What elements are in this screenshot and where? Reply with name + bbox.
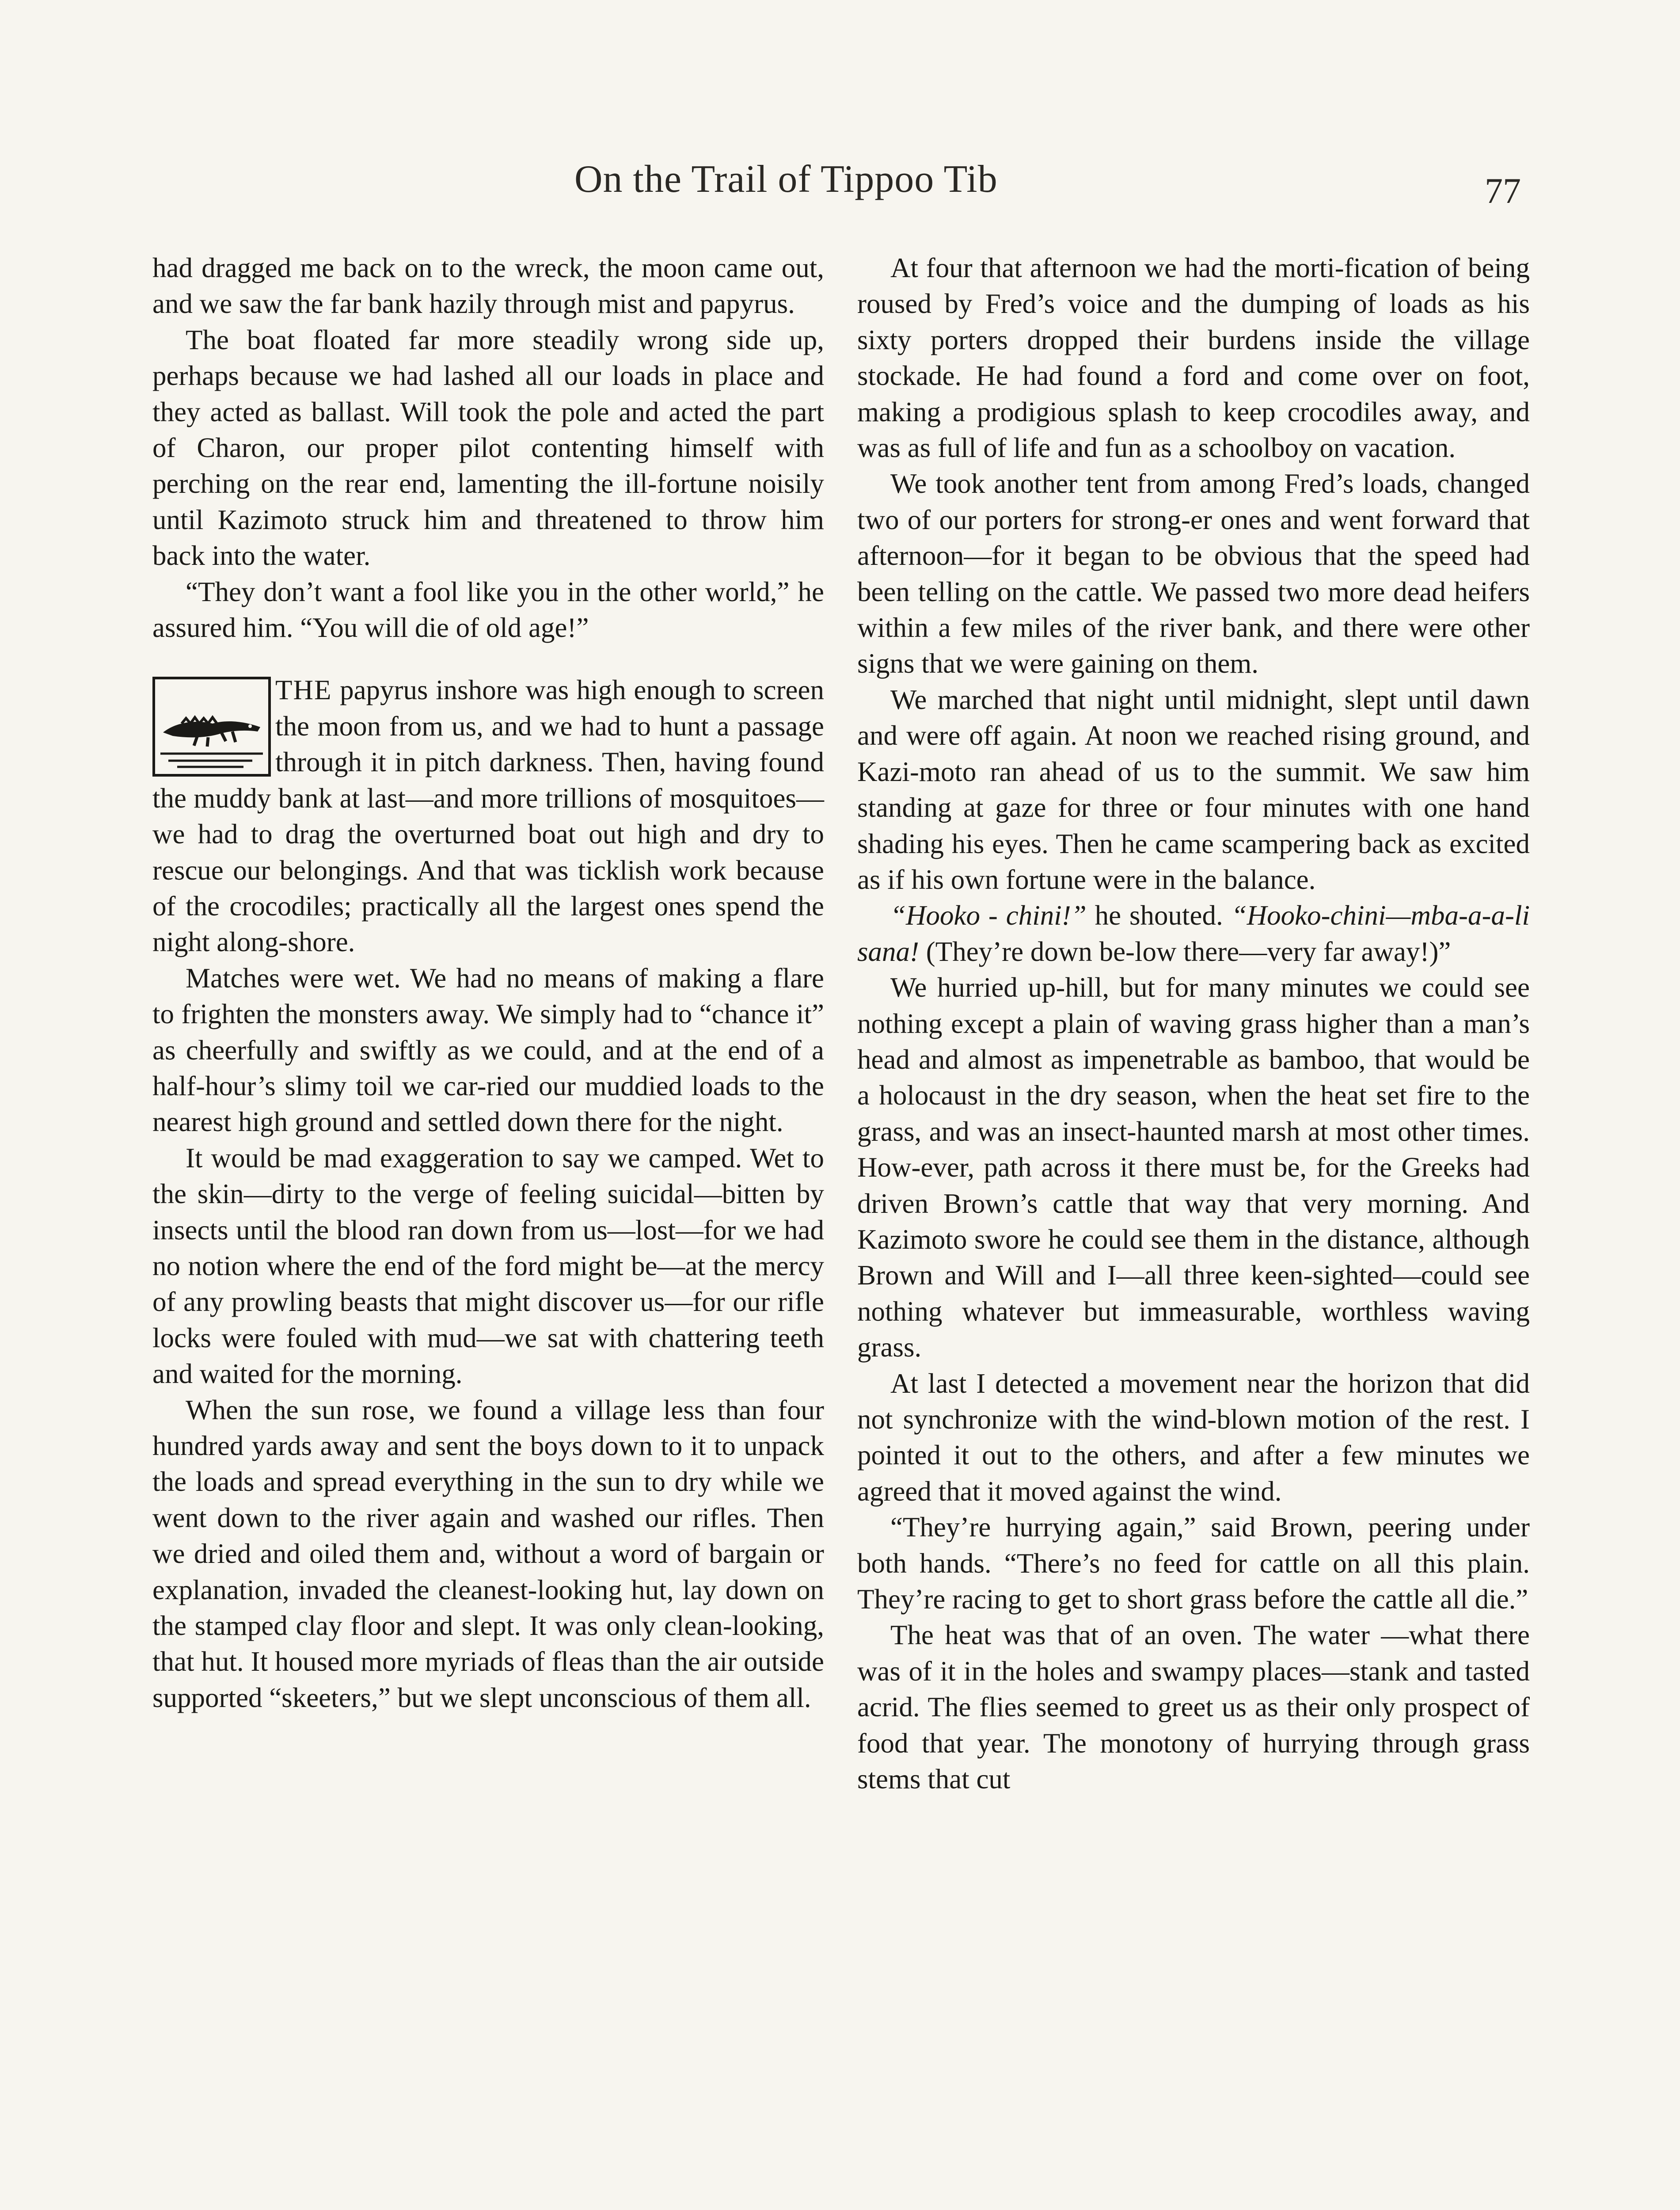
page-number: 77 xyxy=(1485,171,1521,211)
paragraph: The boat floated far more steadily wrong side up, perhaps because we had lashed all our loads in place and they acted as ballast. Will took the pole and acted the part of Charon, our proper pilot contenting himself with perching on the rear end, lamenting the ill-fortune noisily until Kazimoto struck him and threatened to throw him back into the water. xyxy=(152,324,824,572)
paragraph: “They don’t want a fool like you in the other world,” he assured him. “You will die of old age!” xyxy=(152,576,824,644)
paragraph: At four that afternoon we had the morti-fication of being roused by Fred’s voice and the dumping of loads as his sixty porters dropped their burdens inside the village stockade. He had found a ford and come over on foot, making a prodigious splash to keep crocodiles away, and was as full of life and fun as a schoolboy on vacation. xyxy=(857,252,1530,464)
paragraph: Matches were wet. We had no means of making a flare to frighten the monsters away. We simply had to “chance it” as cheerfully and swiftly as we could, and at the end of a half-hour’s slimy toil we car-ried our muddied loads to the nearest high ground and settled down there for the night. xyxy=(152,962,824,1138)
left-column xyxy=(152,250,824,1716)
paragraph-text: he shouted. xyxy=(1086,900,1231,931)
paragraph: When the sun rose, we found a village less than four hundred yards away and sent the boys down to it to unpack the loads and spread everything in the sun to dry while we went down to the river again and washed our rifles. Then we dried and oiled them and, without a word of bargain or explanation, invaded the cleanest-looking hut, lay down on the stamped clay floor and slept. It was only clean-looking, that hut. It housed more myriads of fleas than the air outside supported “skeeters,” but we slept unconscious of them all. xyxy=(152,1394,824,1713)
crocodile-vignette-icon xyxy=(152,677,271,777)
running-head-title: On the Trail of Tippoo Tib xyxy=(574,158,998,201)
paragraph: had dragged me back on to the wreck, the moon came out, and we saw the far bank hazily through mist and papyrus. xyxy=(152,252,824,320)
paragraph-text: papyrus inshore was high enough to screen the moon from us, and we had to hunt a passage through it in pitch darkness. Then, having found the muddy bank at last—and more trillions of mosquitoes—we had to drag the overturned boat out high and dry to rescue our belongings. And that was ticklish work because of the crocodiles; practically all the largest ones spend the night along-shore. xyxy=(152,674,824,958)
paragraph: It would be mad exaggeration to say we camped. Wet to the skin—dirty to the verge of feeling suicidal—bitten by insects until the blood ran down from us—lost—for we had no notion where the end of the ford might be—at the mercy of any prowling beasts that might discover us—for our rifle locks were fouled with mud—we sat with chattering teeth and waited for the morning. xyxy=(152,1142,824,1390)
paragraph: We took another tent from among Fred’s loads, changed two of our porters for strong-er ones and went forward that afternoon—for it began to be obvious that the speed had been telling on the cattle. We passed two more dead heifers within a few miles of the river bank, and there were other signs that we were gaining on them. xyxy=(857,468,1530,679)
paragraph-with-initial xyxy=(152,672,824,960)
paragraph: The heat was that of an oven. The water —what there was of it in the holes and swampy places—stank and tasted acrid. The flies seemed to greet us as their only prospect of food that year. The monotony of hurrying through grass stems that cut xyxy=(857,1619,1530,1795)
swahili-quote: “Hooko - chini!” xyxy=(890,900,1087,931)
paragraph-text: (They’re down be-low there—very far away!)” xyxy=(919,936,1451,967)
swahili-quote: “Hooko-chini—mba-a-a-li sana! xyxy=(857,900,1530,967)
paragraph: “They’re hurrying again,” said Brown, peering under both hands. “There’s no feed for cattle on all this plain. They’re racing to get to short grass before the cattle all die.” xyxy=(857,1512,1530,1615)
paragraph: At last I detected a movement near the horizon that did not synchronize with the wind-blown motion of the rest. I pointed it out to the others, and after a few minutes we agreed that it moved against the wind. xyxy=(857,1368,1530,1507)
paragraph: We marched that night until midnight, slept until dawn and were off again. At noon we reached rising ground, and Kazi-moto ran ahead of us to the summit. We saw him standing at gaze for three or four minutes with one hand shading his eyes. Then he came scampering back as excited as if his own fortune were in the balance. xyxy=(857,684,1530,895)
lead-word: THE xyxy=(275,674,332,706)
paragraph-swahili-quote xyxy=(857,898,1530,970)
paragraph: We hurried up-hill, but for many minutes we could see nothing except a plain of waving grass higher than a man’s head and almost as impenetrable as bamboo, that would be a holocaust in the dry season, when the heat set fire to the grass, and was an insect-haunted marsh at most other times. How-ever, path across it there must be, for the Greeks had driven Brown’s cattle that way that very morning. And Kazimoto swore he could see them in the distance, although Brown and Will and I—all three keen-sighted—could see nothing whatever but immeasurable, worthless waving grass. xyxy=(857,972,1530,1363)
right-column xyxy=(857,250,1530,1797)
